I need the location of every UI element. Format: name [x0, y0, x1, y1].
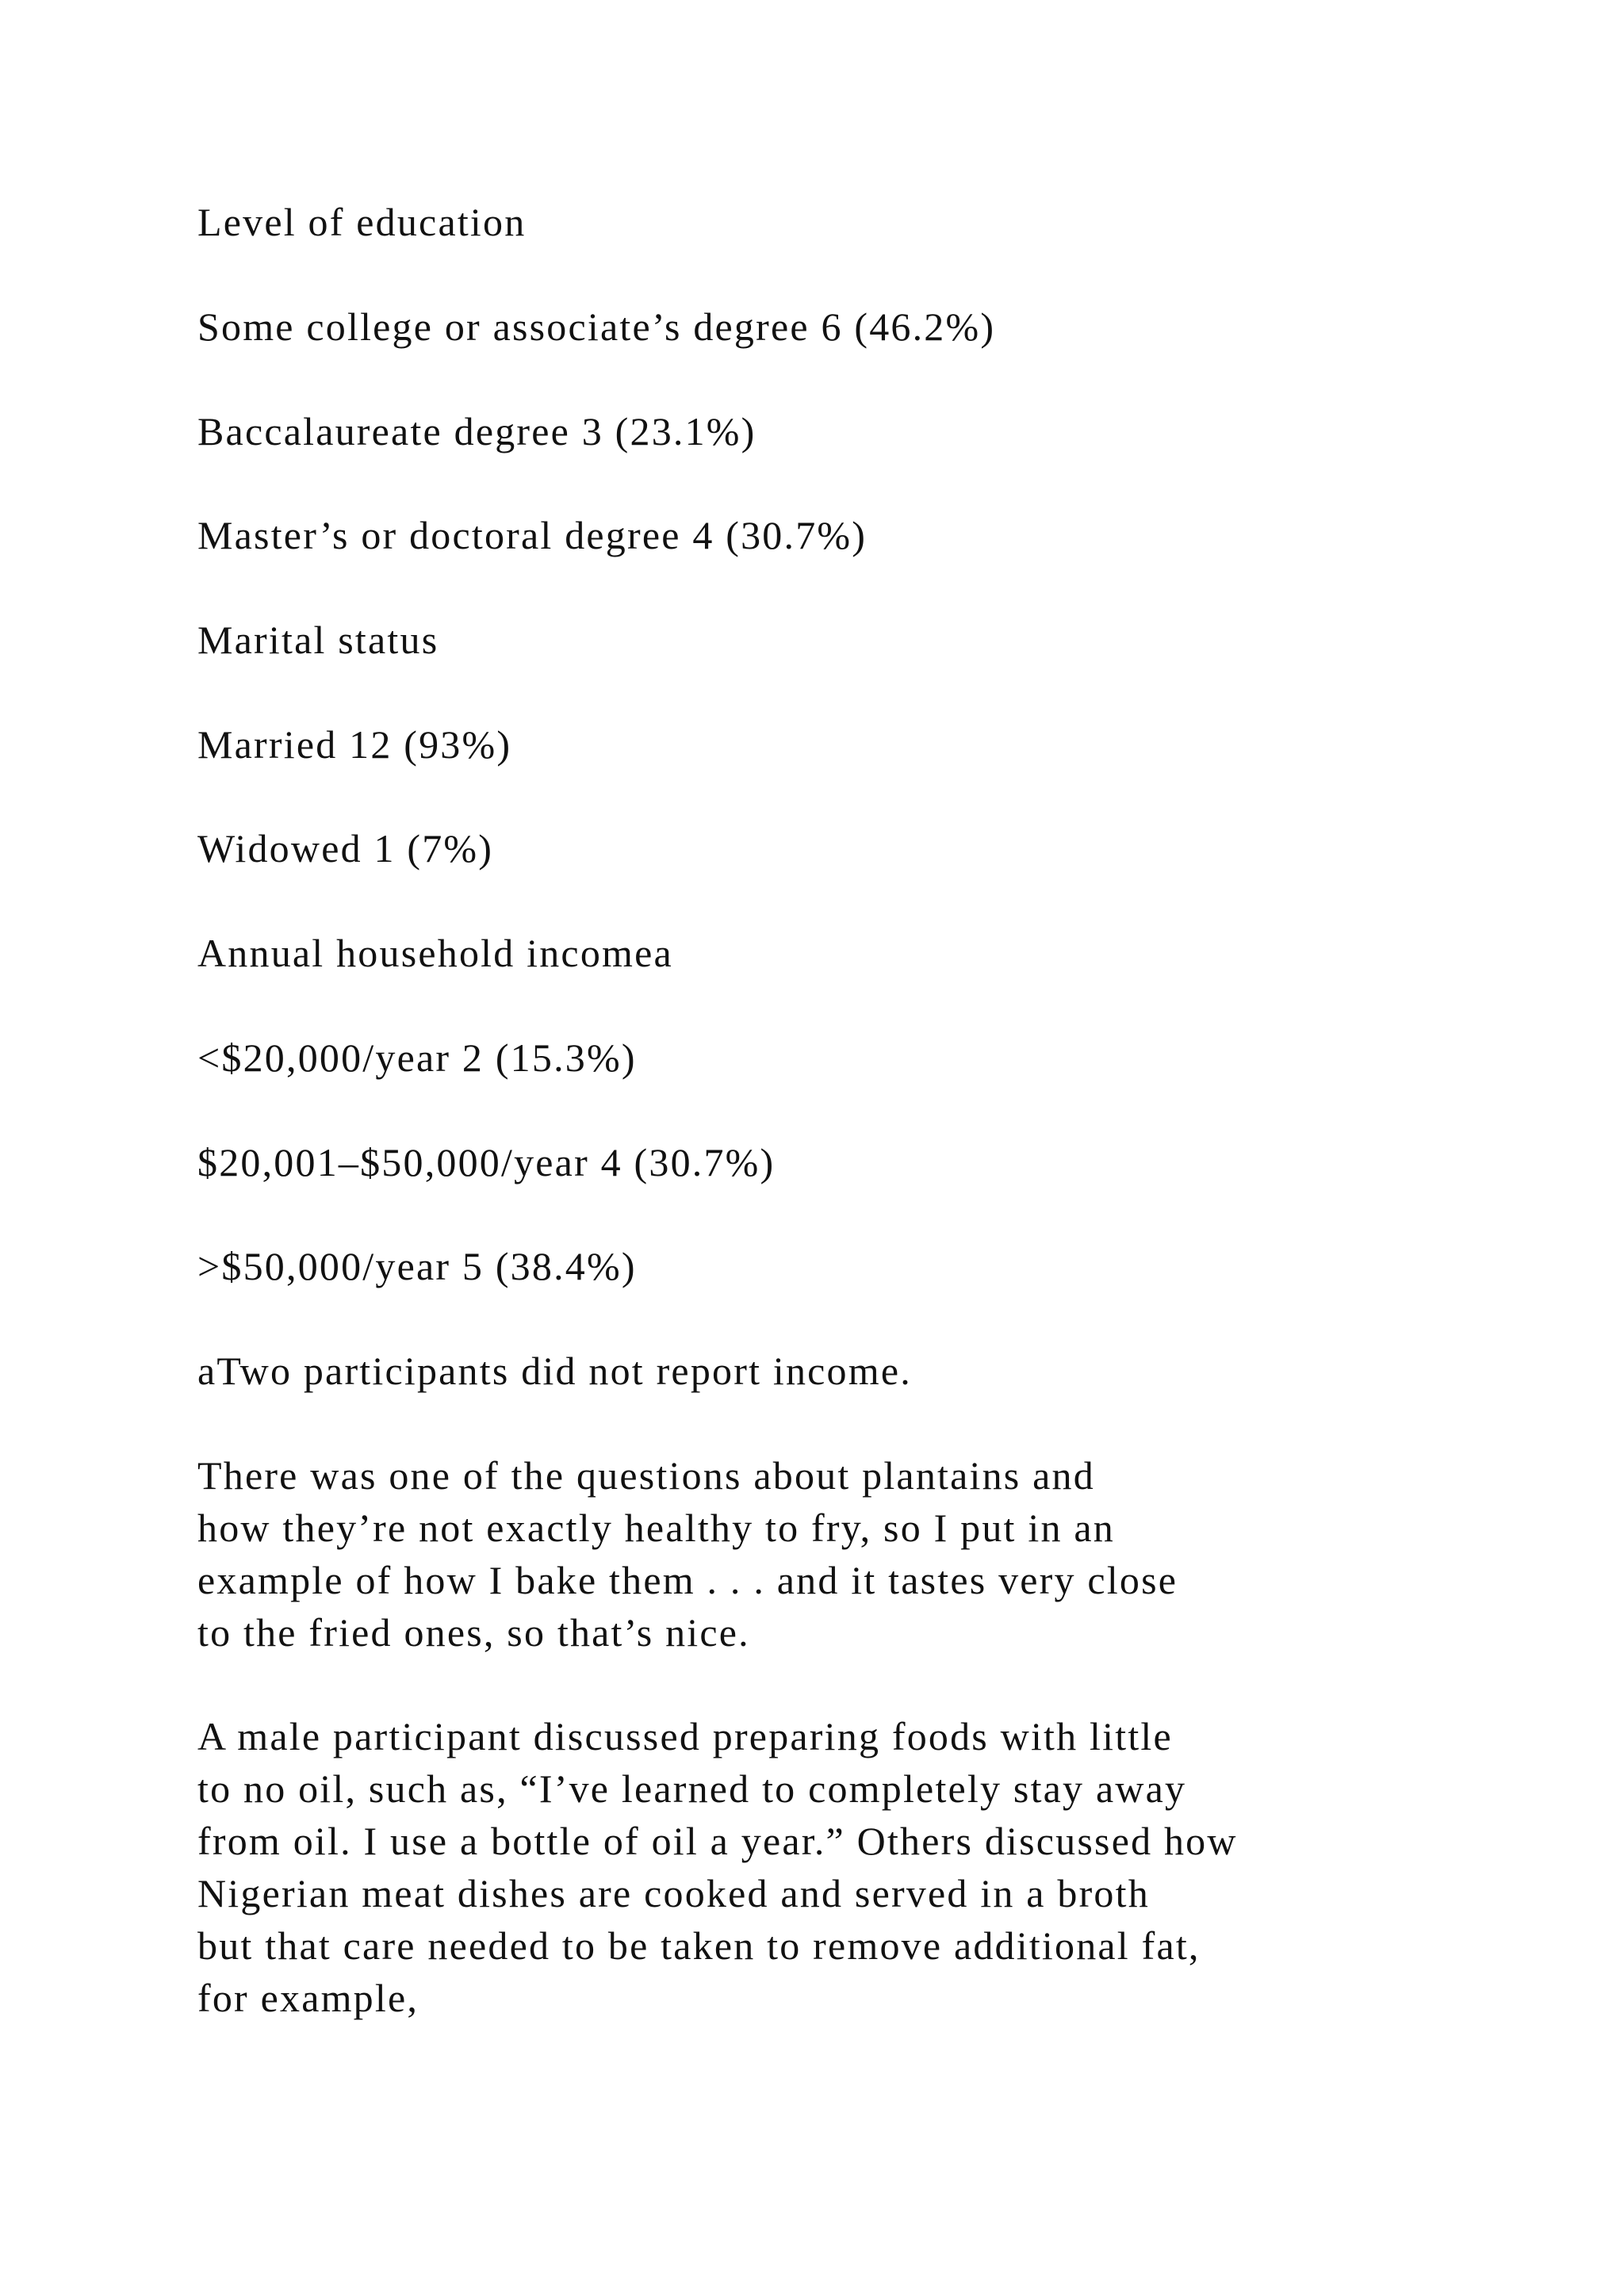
education-item: Baccalaureate degree 3 (23.1%) [197, 409, 756, 453]
income-item: <$20,000/year 2 (15.3%) [197, 1035, 637, 1080]
paragraph-line: from oil. I use a bottle of oil a year.” Others discussed how [197, 1819, 1238, 1863]
quote-line: example of how I bake them . . . and it tastes very close [197, 1558, 1178, 1602]
income-item: $20,001–$50,000/year 4 (30.7%) [197, 1140, 776, 1184]
income-heading: Annual household incomea [197, 931, 673, 975]
quote-line: how they’re not exactly healthy to fry, so I put in an [197, 1506, 1115, 1550]
quote-line: to the fried ones, so that’s nice. [197, 1610, 750, 1655]
paragraph-line: for example, [197, 1976, 419, 2020]
education-heading: Level of education [197, 200, 527, 244]
marital-item: Married 12 (93%) [197, 722, 512, 767]
paragraph-line: A male participant discussed preparing foods with little [197, 1714, 1173, 1758]
marital-item: Widowed 1 (7%) [197, 826, 494, 871]
education-item: Master’s or doctoral degree 4 (30.7%) [197, 513, 868, 557]
quote-line: There was one of the questions about plantains and [197, 1453, 1095, 1498]
paragraph-line: Nigerian meat dishes are cooked and served in a broth [197, 1871, 1150, 1915]
paragraph-line: but that care needed to be taken to remove additional fat, [197, 1923, 1201, 1968]
education-item: Some college or associate’s degree 6 (46.2%) [197, 304, 996, 349]
marital-heading: Marital status [197, 618, 439, 662]
paragraph-line: to no oil, such as, “I’ve learned to completely stay away [197, 1766, 1187, 1811]
footnote: aTwo participants did not report income. [197, 1349, 912, 1393]
income-item: >$50,000/year 5 (38.4%) [197, 1244, 637, 1288]
